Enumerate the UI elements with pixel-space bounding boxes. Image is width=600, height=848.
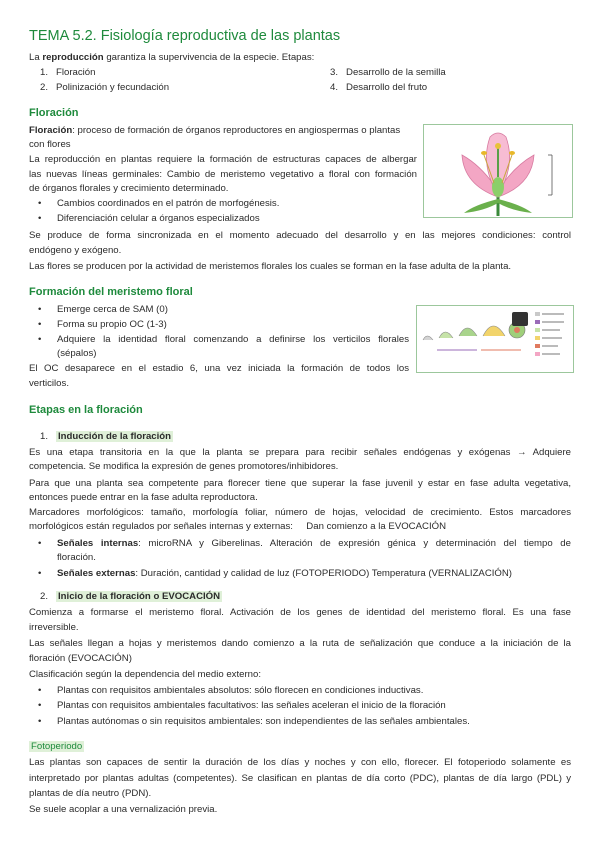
text-line: Comienza a formarse el meristemo floral. Activación de los genes de identidad del meristemo floral. Es una fase bbox=[29, 607, 571, 618]
text-line: las nuevas líneas germinales: Cambio de meristemo vegetativo a floral con formación bbox=[29, 169, 417, 180]
legend-swatch bbox=[535, 328, 540, 332]
legend-swatch bbox=[535, 352, 540, 356]
text-line: Se produce de forma sincronizada en el momento adecuado del desarrollo y en las mejores condiciones: control bbox=[29, 230, 571, 241]
stage-shape bbox=[483, 326, 505, 336]
legend-text bbox=[542, 329, 560, 331]
legend-swatch bbox=[535, 312, 540, 316]
list-item: • Señales internas: microRNA y Giberelinas. Alteración de expresión génica y determinación del tiempo de bbox=[57, 538, 571, 550]
list-item: • Adquiere la identidad floral comenzando a definirse los verticilos florales bbox=[57, 334, 409, 346]
section-heading-floracion: Floración bbox=[29, 107, 79, 119]
text-line: El OC desaparece en el estadio 6, una vez iniciada la formación de todos los bbox=[29, 363, 409, 374]
list-item: • Plantas con requisitos ambientales facultativos: las señales aceleran el inicio de la floración bbox=[57, 700, 446, 712]
legend-swatch bbox=[535, 320, 540, 324]
text-line: con flores bbox=[29, 139, 71, 150]
meristem-stages-diagram bbox=[416, 305, 574, 373]
list-item: • Emerge cerca de SAM (0) bbox=[57, 304, 168, 316]
list-item: • Plantas autónomas o sin requisitos ambientales: son independientes de las señales ambientales. bbox=[57, 716, 470, 728]
flower-illustration bbox=[424, 125, 571, 216]
stage-shape bbox=[459, 328, 477, 336]
legend-text bbox=[542, 337, 562, 339]
text-line: floración (EVOCACIÓN) bbox=[29, 653, 132, 664]
definition-line: Floración: proceso de formación de órganos reproductores en angiospermas o plantas bbox=[29, 125, 401, 136]
list-item: • Señales externas: Duración, cantidad y calidad de luz (FOTOPERIODO) Temperatura (VERNALIZACIÓN) bbox=[57, 568, 512, 580]
text-line: floración. bbox=[57, 552, 96, 563]
text-line: de órganos florales y crecimiento determinado. bbox=[29, 183, 229, 194]
text-line: entonces puede entrar en la fase adulta reproductora. bbox=[29, 492, 258, 503]
text-line: irreversible. bbox=[29, 622, 79, 633]
text-line: Es una etapa transitoria en la que la planta se prepara para recibir señales endógenas y exógenas → Adquiere bbox=[29, 447, 571, 458]
stage-item: 2. Polinización y fecundación bbox=[40, 82, 170, 93]
flower-diagram bbox=[423, 124, 573, 218]
section-heading-etapas: Etapas en la floración bbox=[29, 404, 143, 416]
subsection-heading: 2. Inicio de la floración o EVOCACIÓN bbox=[40, 591, 221, 602]
text-line: Clasificación según la dependencia del medio externo: bbox=[29, 669, 261, 680]
legend-text bbox=[542, 321, 564, 323]
stage-shape bbox=[514, 327, 520, 333]
text-line: La reproducción en plantas requiere la formación de estructuras capaces de albergar bbox=[29, 154, 417, 165]
stage-item: 1. Floración bbox=[40, 67, 96, 78]
legend-text bbox=[542, 313, 564, 315]
subsection-heading: Fotoperiodo bbox=[31, 741, 83, 752]
text-line: interpretado por plantas adultas (competentes). Se clasifican en plantas de día corto (PDC), plantas de día largo (PDL) y bbox=[29, 773, 571, 784]
list-item: • Forma su propio OC (1-3) bbox=[57, 319, 167, 331]
legend-text bbox=[542, 353, 560, 355]
text-line: Las flores se producen por la actividad de meristemos florales los cuales se forman en la fase adulta de la planta. bbox=[29, 261, 512, 272]
text-line: competencia. Se modifica la expresión de genes promotores/inhibidores. bbox=[29, 461, 339, 472]
text-line: morfológicos están regulados por señales internas y externas: Dan comienzo a la EVOCACIÓN bbox=[29, 521, 446, 532]
anther bbox=[481, 151, 487, 155]
section-heading-meristemo: Formación del meristemo floral bbox=[29, 286, 193, 298]
legend-text bbox=[542, 345, 558, 347]
meristem-illustration bbox=[417, 306, 572, 371]
text-line: Las plantas son capaces de sentir la duración de los días y noches y con ello, florecer. El fotoperiodo solamente es bbox=[29, 757, 571, 768]
stage-item: 3. Desarrollo de la semilla bbox=[330, 67, 446, 78]
stage-shape bbox=[439, 332, 453, 338]
anther bbox=[509, 151, 515, 155]
stigma bbox=[495, 143, 501, 149]
text-line: Las señales llegan a hojas y meristemos dando comienzo a la ruta de señalización que conduce a la iniciación de la bbox=[29, 638, 571, 649]
ovary bbox=[492, 177, 504, 197]
list-item: • Cambios coordinados en el patrón de morfogénesis. bbox=[57, 198, 279, 210]
text-line: endógeno y exógeno. bbox=[29, 245, 122, 256]
legend-swatch bbox=[535, 336, 540, 340]
intro-line: La reproducción garantiza la supervivencia de la especie. Etapas: bbox=[29, 52, 315, 63]
list-item: • Diferenciación celular a órganos especializados bbox=[57, 213, 260, 225]
subsection-heading: 1. Inducción de la floración bbox=[40, 431, 172, 442]
text-line: (sépalos) bbox=[57, 348, 97, 359]
legend-swatch bbox=[535, 344, 540, 348]
stage-item: 4. Desarrollo del fruto bbox=[330, 82, 428, 93]
text-line: Marcadores morfológicos: tamaño, morfología foliar, número de hojas, velocidad de crecimiento. Estos marcadores bbox=[29, 507, 571, 518]
page-title: TEMA 5.2. Fisiología reproductiva de las plantas bbox=[29, 28, 341, 44]
list-item: • Plantas con requisitos ambientales absolutos: sólo florecen en condiciones inductivas. bbox=[57, 685, 423, 697]
stage-shape bbox=[423, 336, 433, 340]
text-line: Para que una planta sea competente para florecer tiene que superar la fase juvenil y estar en fase adulta vegetativa, bbox=[29, 478, 571, 489]
text-line: plantas de día neutro (PDN). bbox=[29, 788, 152, 799]
stage-shape bbox=[512, 312, 528, 326]
text-line: Se suele acoplar a una vernalización previa. bbox=[29, 804, 218, 815]
text-line: verticilos. bbox=[29, 378, 69, 389]
